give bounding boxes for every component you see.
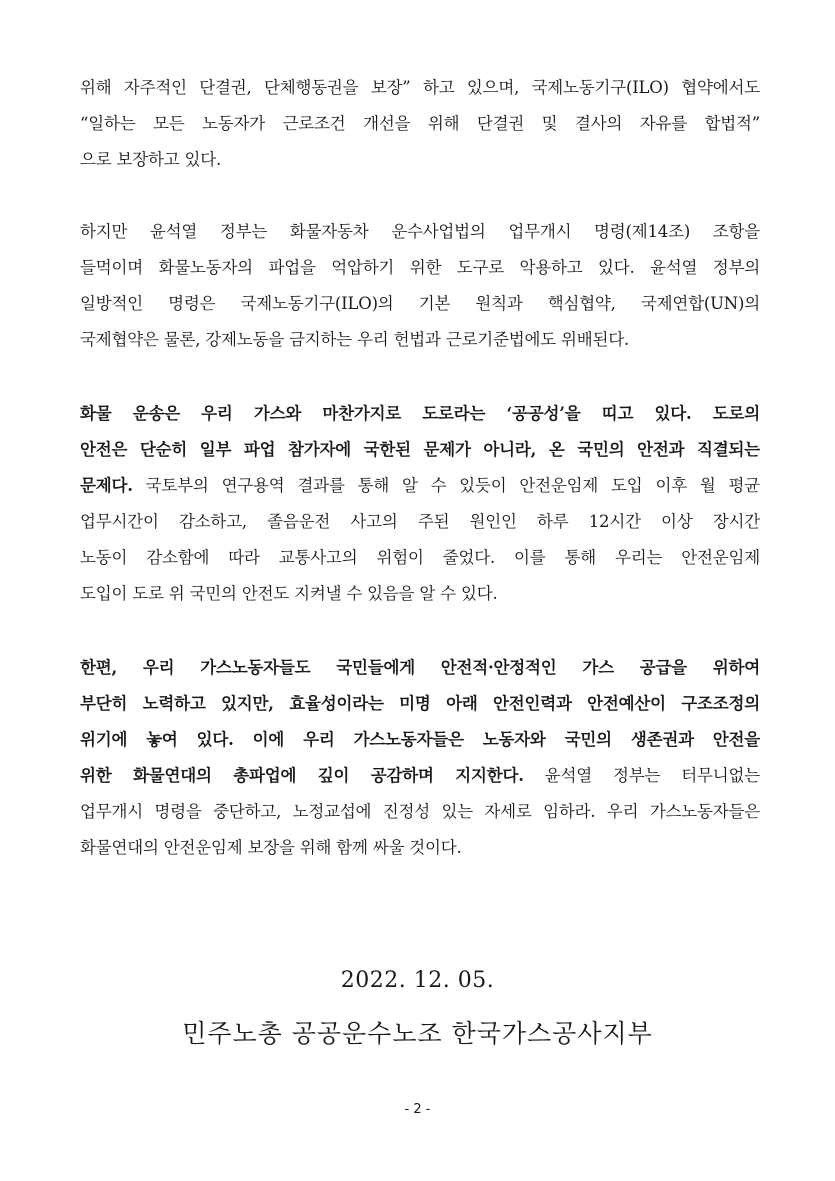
document-body — [80, 70, 760, 866]
text-line — [80, 396, 760, 432]
text-line — [80, 432, 760, 468]
paragraph-road-safety — [80, 396, 760, 612]
bold-text-segment: 안전은 단순히 일부 파업 참가자에 국한된 문제가 아니라, 온 국민의 안전과 직결되는 — [80, 440, 760, 459]
text-line — [80, 504, 760, 540]
bold-text-segment: 문제다. — [80, 476, 133, 495]
text-line — [80, 142, 760, 178]
text-line — [80, 686, 760, 722]
text-segment: 위해 자주적인 단결권, 단체행동권을 보장” 하고 있으며, 국제노동기구(ILO) 협약에서도 — [80, 78, 760, 97]
organization-signature: 민주노총 공공운수노조 한국가스공사지부 — [182, 1019, 653, 1048]
text-segment: 도입이 도로 위 국민의 안전도 지켜낼 수 있음을 알 수 있다. — [80, 584, 498, 603]
text-line — [80, 758, 760, 794]
text-segment: 윤석열 정부는 터무니없는 — [523, 766, 760, 785]
text-segment: 하지만 윤석열 정부는 화물자동차 운수사업법의 업무개시 명령(제14조) 조항을 — [80, 222, 760, 241]
text-line — [80, 650, 760, 686]
bold-text-segment: 화물 운송은 우리 가스와 마찬가지로 도로라는 ‘공공성’을 띠고 있다. 도로의 — [80, 404, 760, 423]
text-segment: 들먹이며 화물노동자의 파업을 억압하기 위한 도구로 악용하고 있다. 윤석열 정부의 — [80, 258, 760, 277]
bold-text-segment: 한편, 우리 가스노동자들도 국민들에게 안전적·안정적인 가스 공급을 위하여 — [80, 658, 760, 677]
text-segment: 으로 보장하고 있다. — [80, 150, 222, 169]
text-line — [80, 468, 760, 504]
text-segment: 일방적인 명령은 국제노동기구(ILO)의 기본 원칙과 핵심협약, 국제연합(UN)의 — [80, 294, 760, 313]
text-line — [80, 794, 760, 830]
text-segment: 업무시간이 감소하고, 졸음운전 사고의 주된 원인인 하루 12시간 이상 장시간 — [80, 512, 760, 531]
text-segment: “일하는 모든 노동자가 근로조건 개선을 위해 단결권 및 결사의 자유를 합법적” — [80, 114, 760, 133]
text-segment: 국토부의 연구용역 결과를 통해 알 수 있듯이 안전운임제 도입 이후 월 평균 — [132, 476, 760, 495]
bold-text-segment: 위한 화물연대의 총파업에 깊이 공감하며 지지한다. — [80, 766, 524, 785]
text-line — [80, 106, 760, 142]
text-line — [80, 214, 760, 250]
statement-date: 2022. 12. 05. — [340, 968, 495, 993]
text-segment: 화물연대의 안전운임제 보장을 위해 함께 싸울 것이다. — [80, 838, 462, 857]
text-segment: 노동이 감소함에 따라 교통사고의 위험이 줄었다. 이를 통해 우리는 안전운임제 — [80, 548, 760, 567]
text-line — [80, 322, 760, 358]
bold-text-segment: 위기에 놓여 있다. 이에 우리 가스노동자들은 노동자와 국민의 생존권과 안전을 — [80, 730, 760, 749]
text-segment: 업무개시 명령을 중단하고, 노정교섭에 진정성 있는 자세로 임하라. 우리 가스노동자들은 — [80, 802, 760, 821]
text-line — [80, 250, 760, 286]
text-line — [80, 286, 760, 322]
text-line — [80, 830, 760, 866]
page-number: - 2 - — [404, 1102, 431, 1117]
text-line — [80, 722, 760, 758]
paragraph-ilo-convention — [80, 70, 760, 178]
text-line — [80, 576, 760, 612]
text-segment: 국제협약은 물론, 강제노동을 금지하는 우리 헌법과 근로기준법에도 위배된다. — [80, 330, 630, 349]
text-line — [80, 70, 760, 106]
paragraph-government-order — [80, 214, 760, 358]
bold-text-segment: 부단히 노력하고 있지만, 효율성이라는 미명 아래 안전인력과 안전예산이 구조조정의 — [80, 694, 760, 713]
text-line — [80, 540, 760, 576]
paragraph-gas-workers-support — [80, 650, 760, 866]
